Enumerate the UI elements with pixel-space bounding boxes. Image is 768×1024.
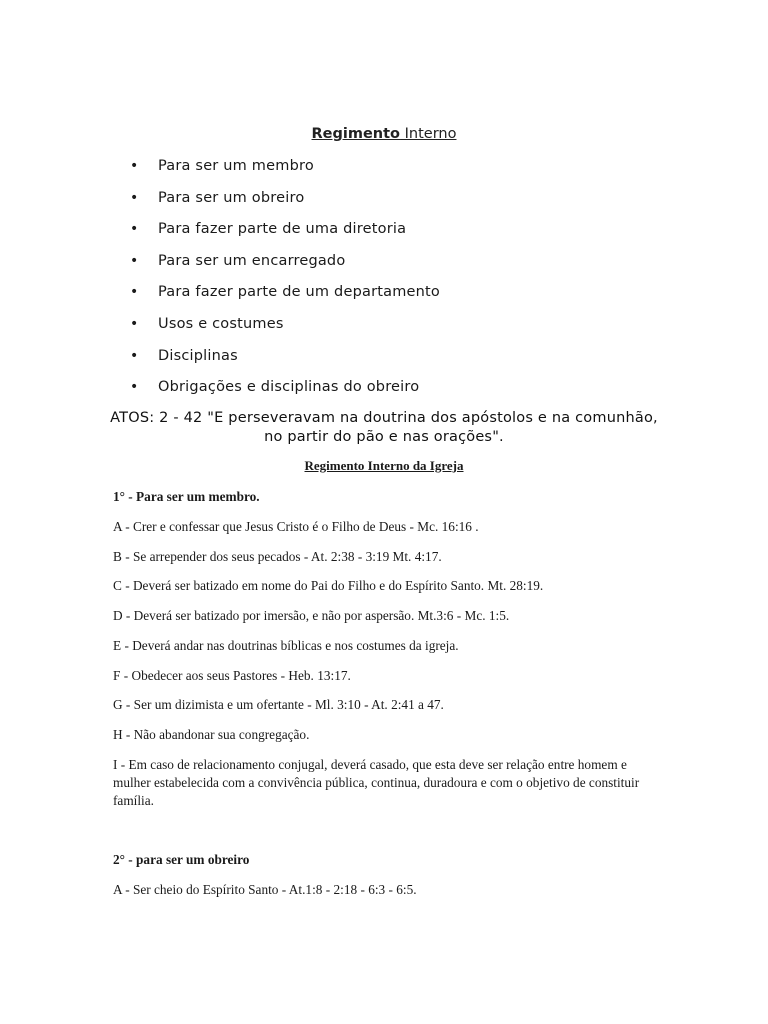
rule-item: A - Ser cheio do Espírito Santo - At.1:8 - 2:18 - 6:3 - 6:5.	[113, 882, 417, 897]
bullet-icon: •	[130, 158, 139, 174]
rule-item: C - Deverá ser batizado em nome do Pai do Filho e do Espírito Santo. Mt. 28:19.	[113, 578, 544, 593]
list-item-text: Para fazer parte de um departamento	[158, 284, 440, 301]
list-item	[130, 217, 440, 249]
rule-item: F - Obedecer aos seus Pastores - Heb. 13:17.	[113, 668, 351, 683]
bullet-icon: •	[130, 221, 139, 238]
bullet-icon: •	[130, 252, 139, 269]
list-item	[130, 249, 440, 281]
list-item	[130, 344, 440, 376]
list-item-text: Para fazer parte de uma diretoria	[158, 221, 407, 238]
bullet-icon: •	[130, 189, 139, 206]
topic-bullet-list	[130, 154, 440, 407]
rule-item: B - Se arrepender dos seus pecados - At. 2:38 - 3:19 Mt. 4:17.	[113, 549, 442, 564]
rule-item: D - Deverá ser batizado por imersão, e não por aspersão. Mt.3:6 - Mc. 1:5.	[113, 608, 510, 623]
list-item-text: Usos e costumes	[158, 315, 284, 332]
document-title-rest: Interno	[400, 126, 457, 142]
list-item	[130, 186, 440, 218]
list-item	[130, 280, 440, 312]
list-item	[130, 375, 440, 407]
bullet-icon: •	[130, 315, 139, 332]
document-title	[0, 126, 768, 142]
list-item-text: Obrigações e disciplinas do obreiro	[158, 379, 420, 396]
rule-item: E - Deverá andar nas doutrinas bíblicas e nos costumes da igreja.	[113, 638, 459, 653]
rule-item: H - Não abandonar sua congregação.	[113, 727, 310, 742]
rule-item: G - Ser um dizimista e um ofertante - Ml. 3:10 - At. 2:41 a 47.	[113, 697, 444, 712]
list-item	[130, 154, 440, 186]
bible-verse: ATOS: 2 - 42 "E perseveravam na doutrina dos apóstolos e na comunhão, no partir do pão e nas orações".	[110, 410, 658, 445]
section-heading-1: 1° - Para ser um membro.	[113, 489, 260, 504]
list-item-text: Para ser um obreiro	[158, 189, 305, 206]
rule-item: A - Crer e confessar que Jesus Cristo é o Filho de Deus - Mc. 16:16 .	[113, 519, 479, 534]
bullet-icon: •	[130, 284, 139, 301]
bullet-icon: •	[130, 347, 139, 364]
list-item-text: Para ser um membro	[158, 158, 314, 174]
section-title: Regimento Interno da Igreja	[304, 458, 464, 473]
bullet-icon: •	[130, 379, 139, 396]
list-item-text: Disciplinas	[158, 347, 238, 364]
rule-item: I - Em caso de relacionamento conjugal, deverá casado, que esta deve ser relação entre homem e mulher estabelecida com a convivência pública, continua, duradoura e com o objetivo de constituir família.	[113, 757, 640, 808]
section-heading-2: 2° - para ser um obreiro	[113, 852, 250, 867]
document-title-bold: Regimento	[311, 126, 401, 142]
list-item	[130, 312, 440, 344]
list-item-text: Para ser um encarregado	[158, 252, 346, 269]
